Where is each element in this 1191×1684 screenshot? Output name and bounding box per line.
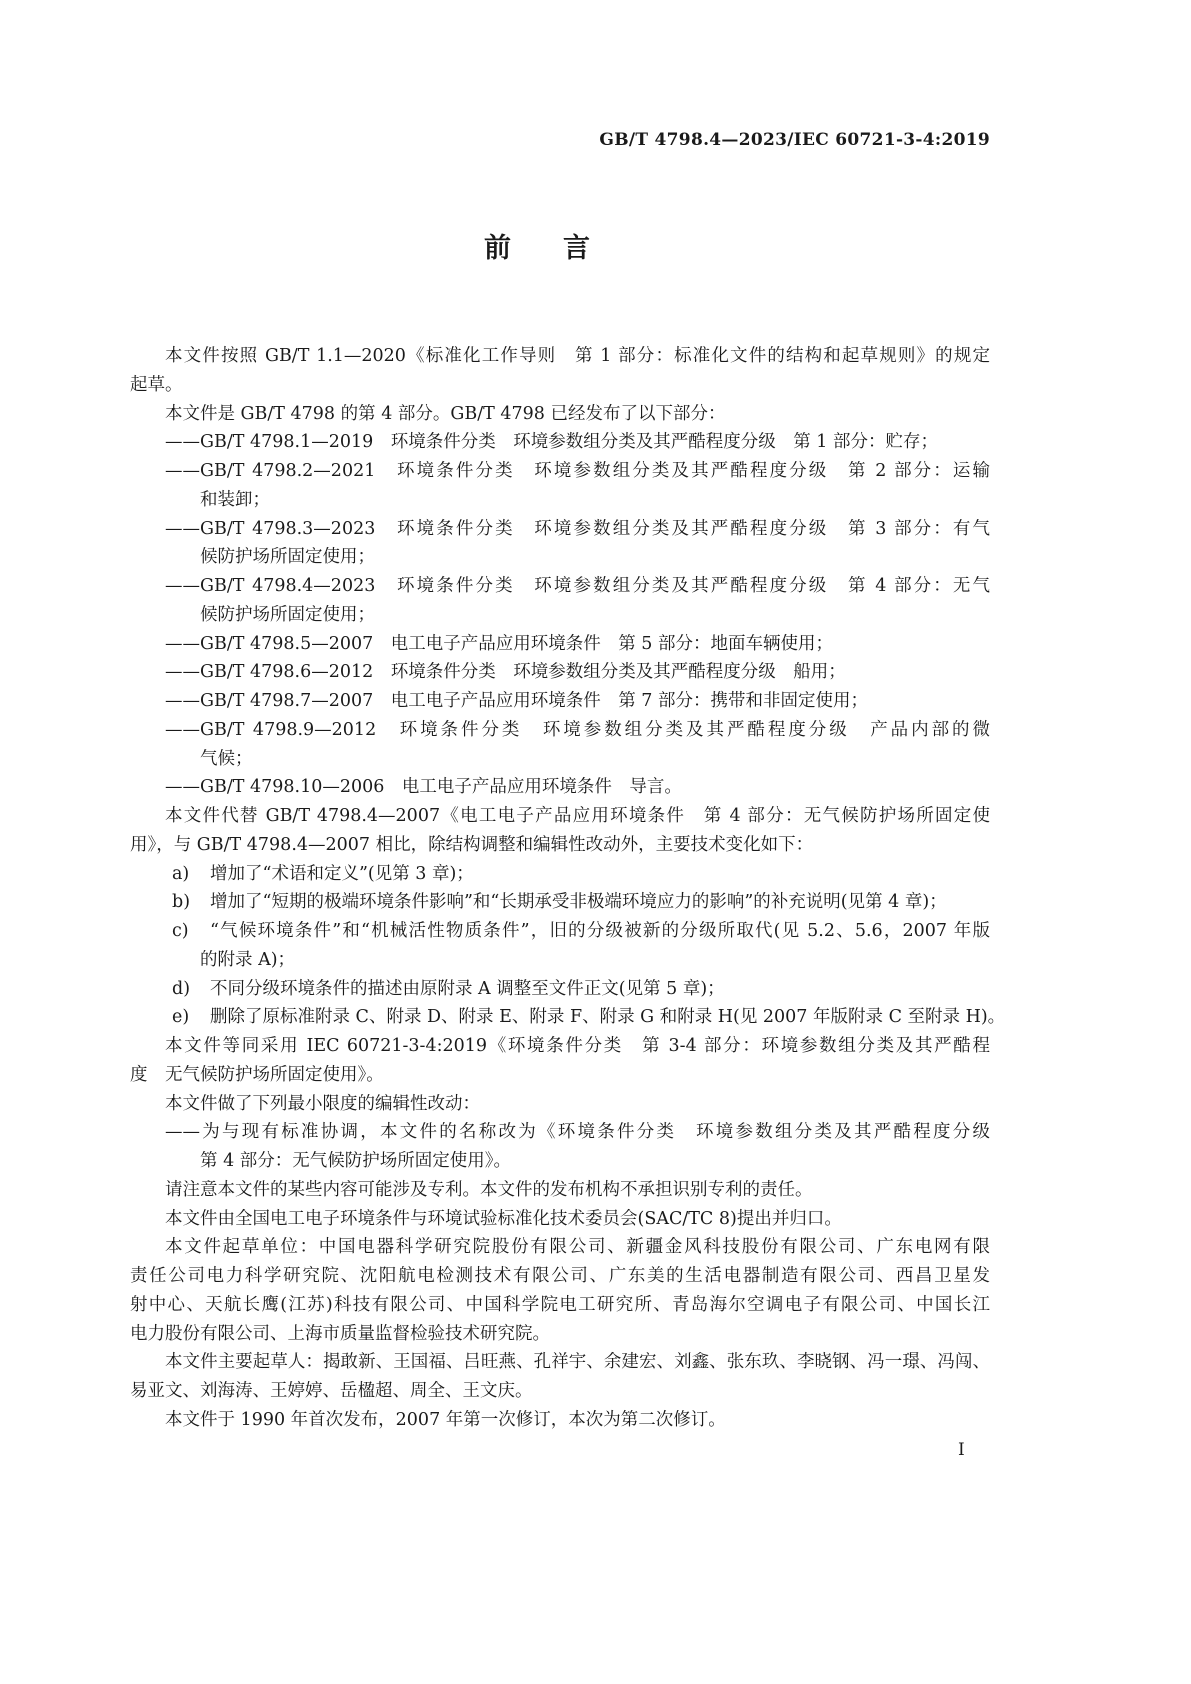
text-line <box>130 1003 1006 1032</box>
text-line: 起草。 <box>130 374 183 395</box>
text-line: 易亚文、刘海涛、王婷婷、岳楹超、周全、王文庆。 <box>130 1381 533 1401</box>
text-line: 责任公司电力科学研究院、沈阳航电检测技术有限公司、广东美的生活电器制造有限公司、西昌卫星发 <box>130 1266 990 1286</box>
page-title: 前言 <box>484 233 642 264</box>
lettered-list-item <box>130 1003 1006 1032</box>
text-line: ——GB/T 4798.6—2012 环境条件分类 环境参数组分类及其严酷程度分级 船用； <box>165 662 846 683</box>
page-number: I <box>958 1440 965 1460</box>
text-line: 本文件是 GB/T 4798 的第 4 部分。GB/T 4798 已经发布了以下部分： <box>165 403 726 424</box>
dash-list-item <box>130 428 990 457</box>
text-line: 射中心、天航长鹰(江苏)科技有限公司、中国科学院电工研究所、青岛海尔空调电子有限公司、中国长江 <box>130 1294 990 1315</box>
document-number-header: GB/T 4798.4—2023/IEC 60721-3-4:2019 <box>599 130 990 150</box>
lettered-list-item <box>130 917 990 975</box>
text-line <box>130 975 990 1004</box>
text-line: 度 无气候防护场所固定使用》。 <box>130 1064 384 1085</box>
text-line: 电力股份有限公司、上海市质量监督检验技术研究院。 <box>130 1323 550 1344</box>
text-line <box>130 888 990 917</box>
text-line: 和装卸； <box>200 489 270 510</box>
text-line: 本文件等同采用 IEC 60721-3-4:2019《环境条件分类 第 3-4 部分：环境参数组分类及其严酷程 <box>165 1036 990 1056</box>
text-line: 请注意本文件的某些内容可能涉及专利。本文件的发布机构不承担识别专利的责任。 <box>165 1179 813 1200</box>
paragraph <box>130 1233 990 1348</box>
text-line: 本文件于 1990 年首次发布，2007 年第一次修订，本次为第二次修订。 <box>165 1409 726 1430</box>
paragraph <box>130 802 990 860</box>
dash-list-item <box>130 658 990 687</box>
list-label: c) <box>172 921 189 941</box>
text-line <box>130 860 990 889</box>
text-line: ——GB/T 4798.2—2021 环境条件分类 环境参数组分类及其严酷程度分级 第 2 部分：运输 <box>165 461 990 481</box>
list-label: e) <box>172 1007 190 1028</box>
dash-list-item <box>130 687 990 716</box>
dash-list-item <box>130 630 990 659</box>
text-line: ——GB/T 4798.3—2023 环境条件分类 环境参数组分类及其严酷程度分级 第 3 部分：有气 <box>165 518 990 539</box>
paragraph <box>130 342 990 400</box>
text-line: ——GB/T 4798.9—2012 环境条件分类 环境参数组分类及其严酷程度分级 产品内部的微 <box>165 719 990 740</box>
text-line: 的附录 A)； <box>200 949 296 970</box>
list-text: 删除了原标准附录 C、附录 D、附录 E、附录 F、附录 G 和附录 H(见 2007 年版附录 C 至附录 H)。 <box>210 1007 1006 1028</box>
dash-list-item <box>130 716 990 774</box>
text-line: ——GB/T 4798.4—2023 环境条件分类 环境参数组分类及其严酷程度分级 第 4 部分：无气 <box>165 576 990 596</box>
text-line: 本文件由全国电工电子环境条件与环境试验标准化技术委员会(SAC/TC 8)提出并归口。 <box>165 1208 842 1229</box>
paragraph <box>130 400 990 429</box>
paragraph <box>130 1032 990 1090</box>
text-line: ——为与现有标准协调，本文件的名称改为《环境条件分类 环境参数组分类及其严酷程度分级 <box>165 1122 990 1143</box>
text-line: 候防护场所固定使用； <box>200 604 375 625</box>
text-line: 本文件按照 GB/T 1.1—2020《标准化工作导则 第 1 部分：标准化文件的结构和起草规则》的规定 <box>165 346 990 366</box>
dash-list-item <box>130 457 990 515</box>
list-text: 增加了“术语和定义”(见第 3 章)； <box>210 863 474 884</box>
list-label: d) <box>172 978 191 999</box>
text-line: 候防护场所固定使用； <box>200 547 375 568</box>
text-line: ——GB/T 4798.1—2019 环境条件分类 环境参数组分类及其严酷程度分级 第 1 部分：贮存； <box>165 432 938 453</box>
list-label: a) <box>172 863 190 884</box>
text-line: 本文件做了下列最小限度的编辑性改动： <box>165 1093 480 1114</box>
paragraph <box>130 1406 990 1435</box>
dash-list-item <box>130 1118 990 1176</box>
text-line: ——GB/T 4798.10—2006 电工电子产品应用环境条件 导言。 <box>165 777 682 798</box>
list-label: b) <box>172 892 191 913</box>
text-line: 本文件起草单位：中国电器科学研究院股份有限公司、新疆金风科技股份有限公司、广东电网有限 <box>165 1237 990 1258</box>
paragraph <box>130 1090 990 1119</box>
text-line: 第 4 部分：无气候防护场所固定使用》。 <box>200 1151 512 1171</box>
text-line: ——GB/T 4798.7—2007 电工电子产品应用环境条件 第 7 部分：携带和非固定使用； <box>165 691 868 711</box>
dash-list-item <box>130 572 990 630</box>
list-text: “气候环境条件”和“机械活性物质条件”，旧的分级被新的分级所取代(见 5.2、5.6，2007 年版 <box>210 921 990 941</box>
dash-list-item <box>130 515 990 573</box>
lettered-list-item <box>130 975 990 1004</box>
text-line: ——GB/T 4798.5—2007 电工电子产品应用环境条件 第 5 部分：地面车辆使用； <box>165 633 833 654</box>
list-text: 增加了“短期的极端环境条件影响”和“长期承受非极端环境应力的影响”的补充说明(见第 4 章)； <box>210 892 947 913</box>
paragraph <box>130 1205 990 1234</box>
list-text: 不同分级环境条件的描述由原附录 A 调整至文件正文(见第 5 章)； <box>210 978 725 999</box>
text-line: 气候； <box>200 748 253 769</box>
dash-list-item <box>130 773 990 802</box>
text-line <box>130 917 990 946</box>
document-body <box>130 342 1006 1435</box>
text-line: 本文件主要起草人：揭敢新、王国福、吕旺燕、孔祥宇、余建宏、刘鑫、张东玖、李晓钢、冯一璟、冯闯、 <box>165 1352 990 1373</box>
text-line: 用》，与 GB/T 4798.4—2007 相比，除结构调整和编辑性改动外，主要技术变化如下： <box>130 834 814 855</box>
text-line: 本文件代替 GB/T 4798.4—2007《电工电子产品应用环境条件 第 4 部分：无气候防护场所固定使 <box>165 806 990 826</box>
lettered-list-item <box>130 888 990 917</box>
lettered-list-item <box>130 860 990 889</box>
paragraph <box>130 1176 990 1205</box>
paragraph <box>130 1348 990 1406</box>
